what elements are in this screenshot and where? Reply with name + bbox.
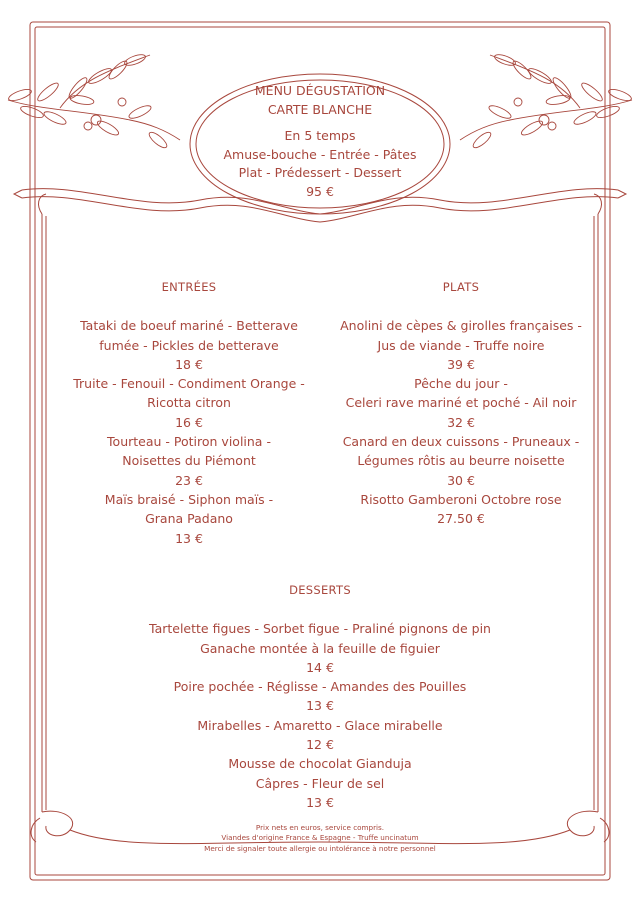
- dish-price: 12 €: [306, 737, 334, 753]
- dish-name: Jus de viande - Truffe noire: [377, 337, 545, 353]
- dish-price: 23 €: [175, 472, 203, 488]
- dish-name: Tataki de boeuf mariné - Betterave: [80, 318, 298, 334]
- dish-name: Canard en deux cuissons - Pruneaux -: [342, 434, 580, 450]
- dish-name: Grana Padano: [145, 511, 233, 527]
- dish-name: Ganache montée à la feuille de figuier: [200, 640, 440, 656]
- footer-notes: [150, 823, 490, 854]
- dish-name: fumée - Pickles de betterave: [99, 337, 279, 353]
- entrees-section: [58, 278, 320, 548]
- menu-title: MENU DÉGUSTATION: [254, 83, 386, 98]
- dish-name: Anolini de cèpes & girolles françaises -: [340, 318, 582, 334]
- plats-section: [330, 278, 592, 529]
- dish-price: 16 €: [175, 414, 203, 430]
- dish-price: 13 €: [306, 794, 334, 810]
- dish-name: Tourteau - Potiron violina -: [107, 434, 271, 450]
- dish-price: 13 €: [175, 530, 203, 546]
- section-heading: DESSERTS: [289, 583, 351, 597]
- footer-line: Merci de signaler toute allergie ou intolérance à notre personnel: [204, 843, 436, 853]
- dish-price: 18 €: [175, 356, 203, 372]
- section-heading: ENTRÉES: [161, 280, 217, 294]
- dish-price: 14 €: [306, 659, 334, 675]
- menu-price: 95 €: [306, 183, 334, 199]
- menu-courses-line1: Amuse-bouche - Entrée - Pâtes: [223, 146, 417, 162]
- olive-branch-icon: [7, 52, 180, 150]
- dish-name: Poire pochée - Réglisse - Amandes des Pouilles: [173, 679, 467, 695]
- menu-courses-count: En 5 temps: [284, 128, 356, 143]
- dish-price: 32 €: [447, 414, 475, 430]
- dish-name: Truite - Fenouil - Condiment Orange -: [73, 376, 305, 392]
- olive-branch-icon: [460, 52, 633, 150]
- footer-line: Prix nets en euros, service compris.: [255, 823, 385, 832]
- section-heading: PLATS: [442, 280, 480, 294]
- dish-name: Mousse de chocolat Gianduja: [228, 756, 412, 772]
- dish-name: Celeri rave mariné et poché - Ail noir: [345, 395, 577, 411]
- dish-name: Mirabelles - Amaretto - Glace mirabelle: [197, 717, 443, 733]
- dish-price: 39 €: [447, 356, 475, 372]
- dish-name: Légumes rôtis au beurre noisette: [357, 453, 565, 469]
- dish-name: Tartelette figues - Sorbet figue - Praliné pignons de pin: [149, 621, 491, 637]
- dish-name: Câpres - Fleur de sel: [255, 775, 385, 791]
- dish-name: Noisettes du Piémont: [122, 453, 256, 469]
- dish-name: Risotto Gamberoni Octobre rose: [360, 491, 562, 507]
- menu-header: [190, 82, 450, 201]
- desserts-section: [100, 581, 540, 812]
- dish-price: 30 €: [447, 472, 475, 488]
- dish-name: Pêche du jour -: [414, 376, 508, 392]
- menu-courses-line2: Plat - Prédessert - Dessert: [238, 165, 402, 180]
- dish-name: Maïs braisé - Siphon maïs -: [104, 491, 274, 507]
- dish-price: 27.50 €: [437, 511, 485, 527]
- dish-name: Ricotta citron: [147, 395, 231, 411]
- menu-subtitle: CARTE BLANCHE: [267, 101, 373, 117]
- footer-line: Viandes d'origine France & Espagne - Truffe uncinatum: [221, 833, 419, 843]
- dish-price: 13 €: [306, 698, 334, 714]
